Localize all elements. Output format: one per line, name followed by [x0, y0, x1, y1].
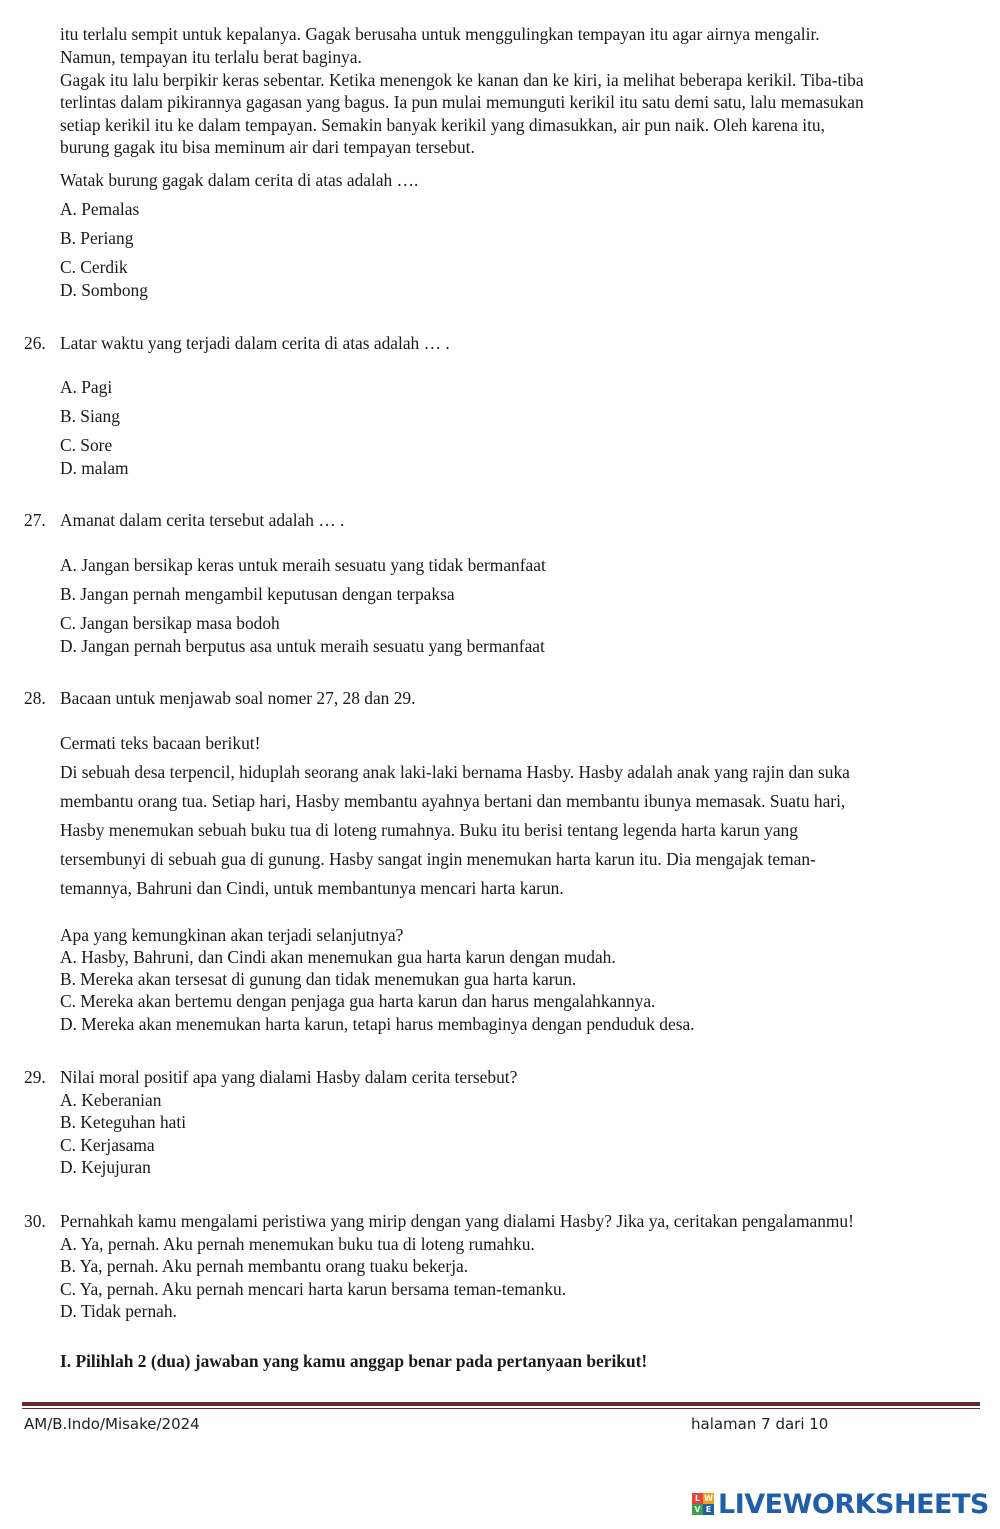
q28-option-b[interactable]: B. Mereka akan tersesat di gunung dan tidak menemukan gua harta karun.	[60, 969, 577, 989]
q27-option-d[interactable]: D. Jangan pernah berputus asa untuk meraih sesuatu yang bermanfaat	[60, 636, 545, 656]
question-30-text: Pernahkah kamu mengalami peristiwa yang mirip dengan yang dialami Hasby? Jika ya, ceritakan pengalamanmu!	[60, 1211, 854, 1231]
story-line: itu terlalu sempit untuk kepalanya. Gagak berusaha untuk menggulingkan tempayan itu agar airnya mengalir.	[60, 24, 820, 44]
liveworksheets-icon	[692, 1493, 714, 1515]
passage-line: temannya, Bahruni dan Cindi, untuk membantunya mencari harta karun.	[60, 878, 564, 898]
q27-option-b[interactable]: B. Jangan pernah mengambil keputusan dengan terpaksa	[60, 584, 455, 604]
liveworksheets-logo	[692, 1487, 989, 1521]
q26-option-c[interactable]: C. Sore	[60, 435, 113, 455]
q29-option-d[interactable]: D. Kejujuran	[60, 1157, 151, 1177]
q25-option-c[interactable]: C. Cerdik	[60, 257, 128, 277]
footer-page-number: halaman 7 dari 10	[691, 1415, 829, 1433]
passage-line: membantu orang tua. Setiap hari, Hasby membantu ayahnya bertani dan membantu ibunya memasak. Suatu hari,	[60, 791, 846, 811]
question-28-text: Apa yang kemungkinan akan terjadi selanjutnya?	[60, 925, 404, 945]
passage-line: Hasby menemukan sebuah buku tua di loteng rumahnya. Buku itu berisi tentang legenda harta karun yang	[60, 820, 798, 840]
story-line: Gagak itu lalu berpikir keras sebentar. Ketika menengok ke kanan dan ke kiri, ia melihat beberapa kerikil. Tiba-tiba	[60, 70, 864, 90]
reading-instruction: Cermati teks bacaan berikut!	[60, 733, 261, 753]
liveworksheets-wordmark: LIVEWORKSHEETS	[718, 1488, 989, 1520]
logo-square-l: L	[692, 1493, 703, 1504]
q28-option-c[interactable]: C. Mereka akan bertemu dengan penjaga gua harta karun dan harus mengalahkannya.	[60, 991, 656, 1011]
q30-option-b[interactable]: B. Ya, pernah. Aku pernah membantu orang tuaku bekerja.	[60, 1256, 469, 1276]
q30-option-d[interactable]: D. Tidak pernah.	[60, 1301, 177, 1321]
q26-option-a[interactable]: A. Pagi	[60, 377, 113, 397]
question-29-number: 29.	[24, 1067, 46, 1087]
q29-option-a[interactable]: A. Keberanian	[60, 1090, 162, 1110]
story-line: burung gagak itu bisa meminum air dari tempayan tersebut.	[60, 137, 475, 157]
q26-option-d[interactable]: D. malam	[60, 458, 129, 478]
q26-option-b[interactable]: B. Siang	[60, 406, 120, 426]
footer-rule	[22, 1402, 980, 1406]
question-27-number: 27.	[24, 510, 46, 530]
q28-option-d[interactable]: D. Mereka akan menemukan harta karun, tetapi harus membaginya dengan penduduk desa.	[60, 1014, 695, 1034]
q28-option-a[interactable]: A. Hasby, Bahruni, dan Cindi akan menemukan gua harta karun dengan mudah.	[60, 947, 616, 967]
footer-code: AM/B.Indo/Misake/2024	[24, 1415, 200, 1433]
story-line: terlintas dalam pikirannya gagasan yang bagus. Ia pun mulai memunguti kerikil itu satu demi satu, lalu memasukan	[60, 92, 864, 112]
question-28-number: 28.	[24, 688, 46, 708]
story-line: setiap kerikil itu ke dalam tempayan. Semakin banyak kerikil yang dimasukkan, air pun naik. Oleh karena itu,	[60, 115, 825, 135]
q27-option-a[interactable]: A. Jangan bersikap keras untuk meraih sesuatu yang tidak bermanfaat	[60, 555, 546, 575]
q29-option-b[interactable]: B. Keteguhan hati	[60, 1112, 187, 1132]
section-heading: I. Pilihlah 2 (dua) jawaban yang kamu anggap benar pada pertanyaan berikut!	[60, 1351, 648, 1371]
footer-rule-thin	[22, 1408, 980, 1409]
passage-line: tersembunyi di sebuah gua di gunung. Hasby sangat ingin menemukan harta karun itu. Dia mengajak teman-	[60, 849, 816, 869]
logo-square-v: V	[692, 1504, 703, 1515]
logo-square-w: W	[704, 1494, 713, 1503]
q25-option-b[interactable]: B. Periang	[60, 228, 134, 248]
q25-option-a[interactable]: A. Pemalas	[60, 199, 140, 219]
q29-option-c[interactable]: C. Kerjasama	[60, 1135, 155, 1155]
q30-option-c[interactable]: C. Ya, pernah. Aku pernah mencari harta karun bersama teman-temanku.	[60, 1279, 567, 1299]
passage-line: Di sebuah desa terpencil, hiduplah seorang anak laki-laki bernama Hasby. Hasby adalah anak yang rajin dan suka	[60, 762, 850, 782]
story-line: Namun, tempayan itu terlalu berat baginya.	[60, 47, 362, 67]
question-29-text: Nilai moral positif apa yang dialami Hasby dalam cerita tersebut?	[60, 1067, 518, 1087]
logo-square-e: E	[703, 1504, 714, 1515]
question-26-text: Latar waktu yang terjadi dalam cerita di atas adalah … .	[60, 333, 450, 353]
question-25-text: Watak burung gagak dalam cerita di atas adalah ….	[60, 170, 419, 190]
q30-option-a[interactable]: A. Ya, pernah. Aku pernah menemukan buku tua di loteng rumahku.	[60, 1234, 535, 1254]
question-30-number: 30.	[24, 1211, 46, 1231]
q27-option-c[interactable]: C. Jangan bersikap masa bodoh	[60, 613, 280, 633]
q25-option-d[interactable]: D. Sombong	[60, 280, 148, 300]
question-26-number: 26.	[24, 333, 46, 353]
question-28-intro: Bacaan untuk menjawab soal nomer 27, 28 dan 29.	[60, 688, 416, 708]
question-27-text: Amanat dalam cerita tersebut adalah … .	[60, 510, 345, 530]
